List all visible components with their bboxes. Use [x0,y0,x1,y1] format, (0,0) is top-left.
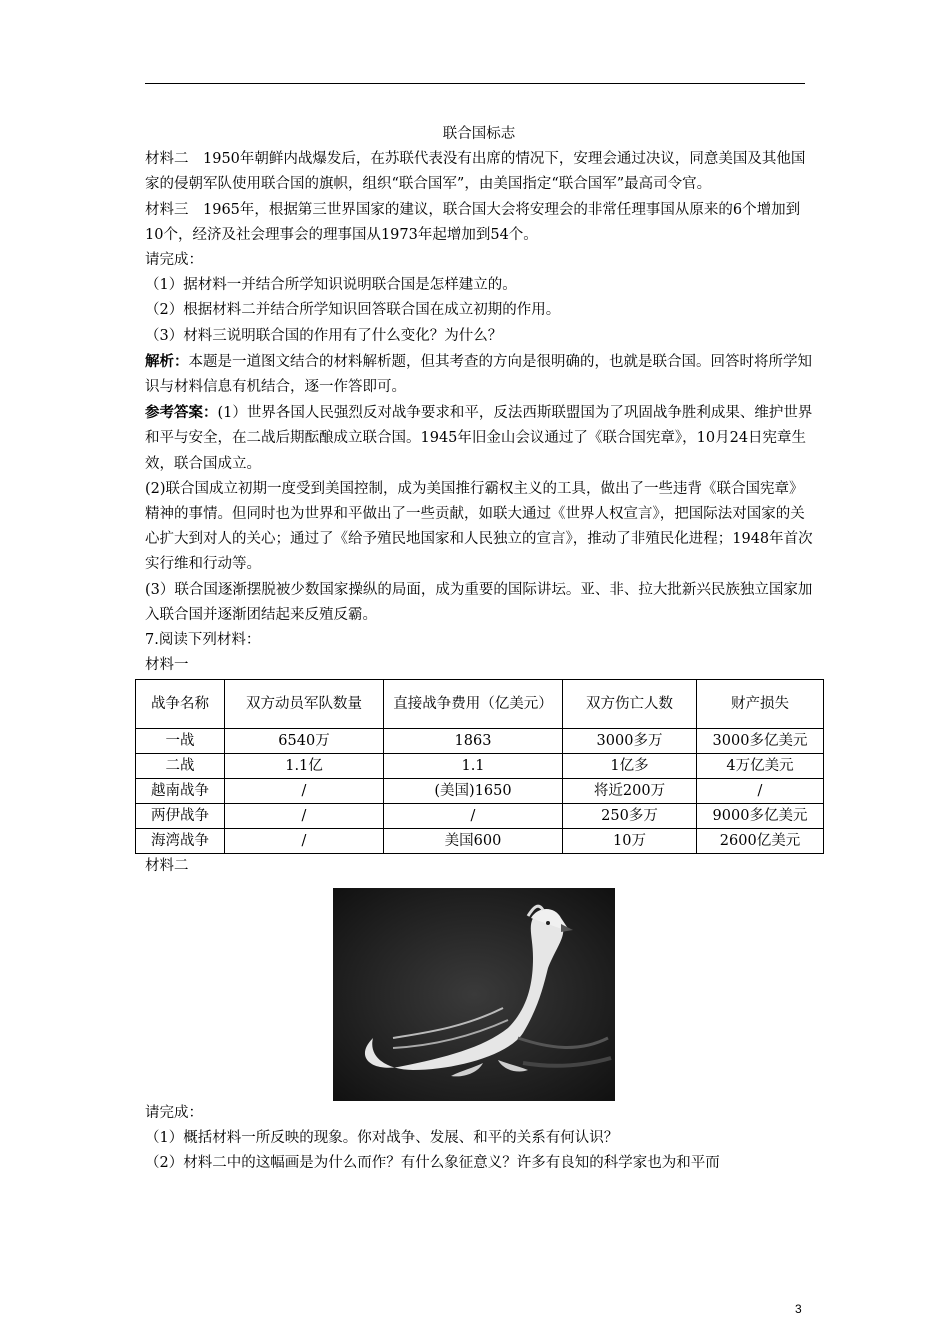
please-complete-2: 请完成： [145,1104,203,1121]
table-cell: / [225,829,384,854]
table-cell: 一战 [136,729,225,754]
table-row [136,804,824,829]
table-header-cell: 战争名称 [136,680,225,729]
table-header-row [136,680,824,729]
table-cell: (美国)1650 [384,779,563,804]
answer-paragraph-3: (3）联合国逐渐摆脱被少数国家操纵的局面，成为重要的国际讲坛。亚、非、拉大批新兴民族独立国家加入联合国并逐渐团结起来反殖反霸。 [145,581,813,623]
question-1: （1）据材料一并结合所学知识说明联合国是怎样建立的。 [145,277,517,294]
table-cell: / [384,804,563,829]
page-number: 3 [795,1302,802,1316]
table-header-cell: 双方动员军队数量 [225,680,384,729]
please-complete: 请完成： [145,252,203,269]
table-cell: 将近200万 [563,779,697,804]
table-cell: / [225,779,384,804]
table-cell: 6540万 [225,729,384,754]
table-cell: 250多万 [563,804,697,829]
table-row [136,829,824,854]
material-1-label: 材料一 [145,657,189,674]
header-rule [145,83,805,84]
answer-label: 参考答案： [145,404,218,422]
table-cell: 1.1 [384,754,563,779]
table-cell: 10万 [563,829,697,854]
analysis-text: 本题是一道图文结合的材料解析题，但其考查的方向是很明确的，也就是联合国。回答时将所学知识与材料信息有机结合，逐一作答即可。 [145,353,812,396]
table-cell: 越南战争 [136,779,225,804]
analysis-label: 解析： [145,352,189,370]
question-7-2: （2）材料二中的这幅画是为什么而作？有什么象征意义？许多有良知的科学家也为和平而 [145,1155,720,1172]
table-cell: 4万亿美元 [697,754,824,779]
table-cell: 1亿多 [563,754,697,779]
table-header-cell: 双方伤亡人数 [563,680,697,729]
answer-paragraph-1 [145,400,813,477]
table-row [136,729,824,754]
table-row [136,779,824,804]
table-row [136,754,824,779]
page-content [145,122,813,1176]
question-2: （2）根据材料二并结合所学知识回答联合国在成立初期的作用。 [145,302,561,319]
dove-illustration [333,888,615,1101]
table-header-cell: 财产损失 [697,680,824,729]
table-header-cell: 直接战争费用（亿美元） [384,680,563,729]
figure-caption: 联合国标志 [442,126,516,142]
analysis-paragraph [145,349,813,400]
material-3-text: 材料三 1965年，根据第三世界国家的建议，联合国大会将安理会的非常任理事国从原来的6个增加到10个，经济及社会理事会的理事国从1973年起增加到54个。 [145,201,801,243]
question-3: （3）材料三说明联合国的作用有了什么变化？为什么？ [145,327,503,344]
table-cell: 二战 [136,754,225,779]
table-cell: 1.1亿 [225,754,384,779]
answer-paragraph-2: (2)联合国成立初期一度受到美国控制，成为美国推行霸权主义的工具，做出了一些违背《联合国宪章》精神的事情。但同时也为世界和平做出了一些贡献，如联大通过《世界人权宣言》，把国际法对国家的关心扩大到对人的关心；通过了《给予殖民地国家和人民独立的宣言》，推动了非殖民化进程；1948年首次实行维和行动等。 [145,480,813,573]
table-cell: 3000多亿美元 [697,729,824,754]
material-2-text: 材料二 1950年朝鲜内战爆发后，在苏联代表没有出席的情况下，安理会通过决议，同意美国及其他国家的侵朝军队使用联合国的旗帜，组织“联合国军”，由美国指定“联合国军”最高司令官。 [145,151,806,193]
table-cell: / [225,804,384,829]
dove-painting [333,888,615,1101]
question-7-intro: 7.阅读下列材料： [145,632,261,649]
table-cell: 美国600 [384,829,563,854]
table-cell: 9000多亿美元 [697,804,824,829]
answer-1-text: (1）世界各国人民强烈反对战争要求和平，反法西斯联盟国为了巩固战争胜利成果、维护世界和平与安全，在二战后期酝酿成立联合国。1945年旧金山会议通过了《联合国宪章》，10月24日宪章生效，联合国成立。 [145,405,813,472]
table-cell: 海湾战争 [136,829,225,854]
table-cell: 两伊战争 [136,804,225,829]
question-7-1: （1）概括材料一所反映的现象。你对战争、发展、和平的关系有何认识？ [145,1129,619,1146]
table-cell: 3000多万 [563,729,697,754]
table-cell: / [697,779,824,804]
table-cell: 2600亿美元 [697,829,824,854]
war-statistics-table [135,679,824,854]
table-cell: 1863 [384,729,563,754]
material-2-label: 材料二 [145,858,189,875]
